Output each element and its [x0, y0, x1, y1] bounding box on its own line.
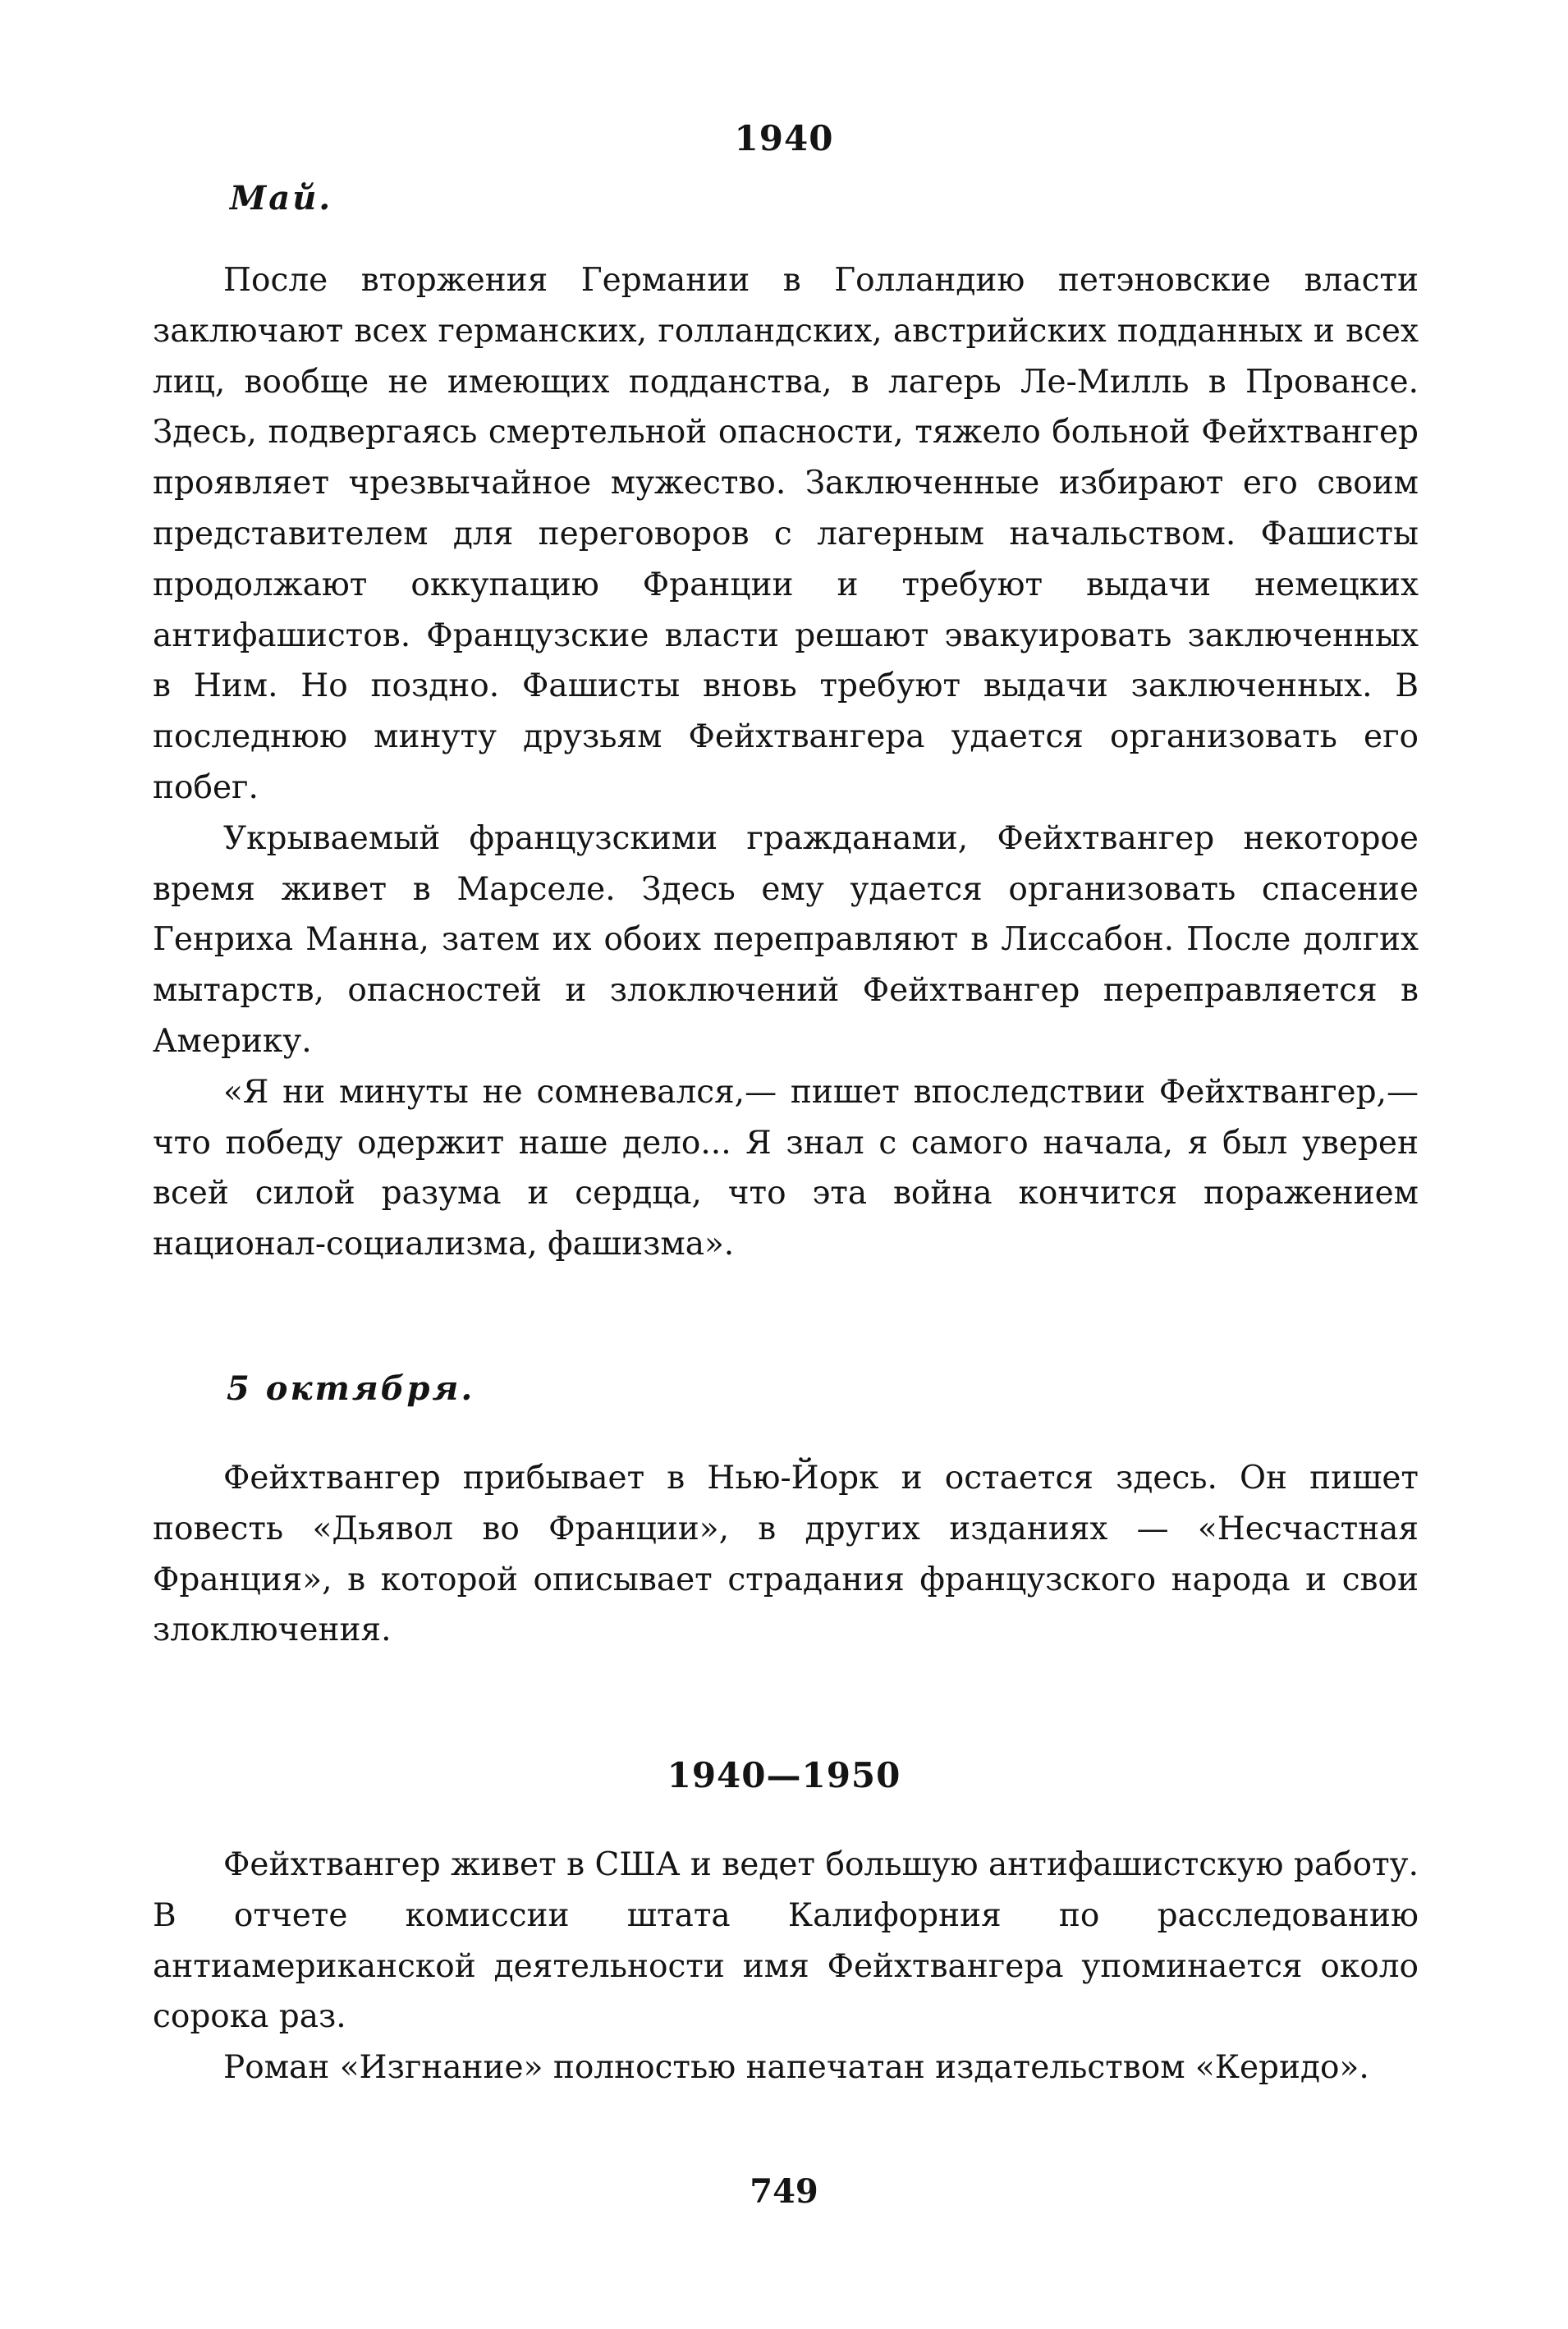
paragraph: Фейхтвангер прибывает в Нью-Йорк и остается здесь. Он пишет повесть «Дьявол во Франции», в других изданиях — «Несчастная Франция», в которой описывает страдания французского народа и свои злоключения. — [153, 1460, 1419, 1649]
entry-body-1940-1950 — [153, 1840, 1419, 2093]
paragraph: Фейхтвангер живет в США и ведет большую антифашистскую работу. В отчете комиссии штата Калифорния по расследованию антиамериканской деятельности имя Фейхтвангера упоминается около сорока раз. — [153, 1846, 1419, 2036]
section-heading-1940-1950: 1940—1950 — [667, 1755, 901, 1795]
entry-date-october-5: 5 октября. — [227, 1369, 475, 1408]
page-number: 749 — [750, 2172, 818, 2211]
paragraph: Укрываемый французскими гражданами, Фейхтвангер некоторое время живет в Марселе. Здесь ему удается организовать спасение Генриха Манна, затем их обоих переправляют в Лиссабон. После долгих мытарств, опасностей и злоключений Фейхтвангер переправляется в Америку. — [153, 819, 1419, 1060]
paragraph: Роман «Изгнание» полностью напечатан издательством «Керидо». — [223, 2049, 1369, 2087]
entry-body-october-5 — [153, 1453, 1419, 1656]
section-heading-1940: 1940 — [734, 118, 834, 158]
paragraph: «Я ни минуты не сомневался,— пишет впоследствии Фейхтвангер,— что победу одержит наше дело... Я знал с самого начала, я был уверен всей силой разума и сердца, что эта война кончится поражением национал-социализма, фашизма». — [153, 1073, 1419, 1263]
entry-date-may: Май. — [230, 179, 333, 218]
entry-body-may — [153, 255, 1419, 1270]
paragraph: После вторжения Германии в Голландию петэновские власти заключают всех германских, голландских, австрийских подданных и всех лиц, вообще не имеющих подданства, в лагерь Ле-Милль в Провансе. Здесь, подвергаясь смертельной опасности, тяжело больной Фейхтвангер проявляет чрезвычайное мужество. Заключенные избирают его своим представителем для переговоров с лагерным начальством. Фашисты продолжают оккупацию Франции и требуют выдачи немецких антифашистов. Французские власти решают эвакуировать заключенных в Ним. Но поздно. Фашисты вновь требуют выдачи заключенных. В последнюю минуту друзьям Фейхтвангера удается организовать его побег. — [153, 262, 1419, 806]
